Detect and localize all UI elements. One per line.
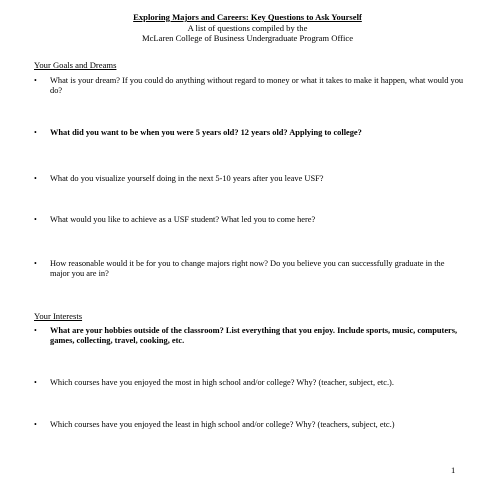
document-subtitle: A list of questions compiled by the xyxy=(187,22,308,33)
question-text: Which courses have you enjoyed the least in high school and/or college? Why? (teachers, subject, etc.) xyxy=(50,420,395,429)
question-item xyxy=(34,215,464,225)
bullet-icon: • xyxy=(34,174,37,183)
question-item xyxy=(34,174,464,184)
section-heading-goals: Your Goals and Dreams xyxy=(34,60,117,70)
question-text: Which courses have you enjoyed the most in high school and/or college? Why? (teacher, subject, etc.). xyxy=(50,378,394,387)
bullet-icon: • xyxy=(34,259,37,268)
question-text: What would you like to achieve as a USF student? What led you to come here? xyxy=(50,215,316,224)
bullet-icon: • xyxy=(34,420,37,429)
question-item xyxy=(34,76,464,97)
document-subtitle-office: McLaren College of Business Undergraduate Program Office xyxy=(141,33,354,43)
question-text: How reasonable would it be for you to change majors right now? Do you believe you can successfully graduate in the major you are in? xyxy=(50,259,445,279)
question-item xyxy=(34,259,464,280)
document-title: Exploring Majors and Careers: Key Questions to Ask Yourself xyxy=(133,12,362,22)
bullet-icon: • xyxy=(34,76,37,85)
question-text: What are your hobbies outside of the classroom? List everything that you enjoy. Include sports, music, computers, games, collecting, travel, cooking, etc. xyxy=(50,326,458,346)
question-text: What is your dream? If you could do anything without regard to money or what it takes to make it happen, what would you do? xyxy=(50,76,464,96)
question-text: What do you visualize yourself doing in the next 5-10 years after you leave USF? xyxy=(50,174,324,183)
page-number: 1 xyxy=(451,465,456,475)
question-item xyxy=(34,420,464,430)
question-text: What did you want to be when you were 5 years old? 12 years old? Applying to college? xyxy=(50,128,362,137)
bullet-icon: • xyxy=(34,326,37,335)
question-item xyxy=(34,378,464,388)
section-heading-interests: Your Interests xyxy=(34,311,83,321)
document-header xyxy=(0,12,495,44)
bullet-icon: • xyxy=(34,128,37,137)
question-item xyxy=(34,326,464,347)
bullet-icon: • xyxy=(34,378,37,387)
question-item xyxy=(34,128,464,138)
bullet-icon: • xyxy=(34,215,37,224)
